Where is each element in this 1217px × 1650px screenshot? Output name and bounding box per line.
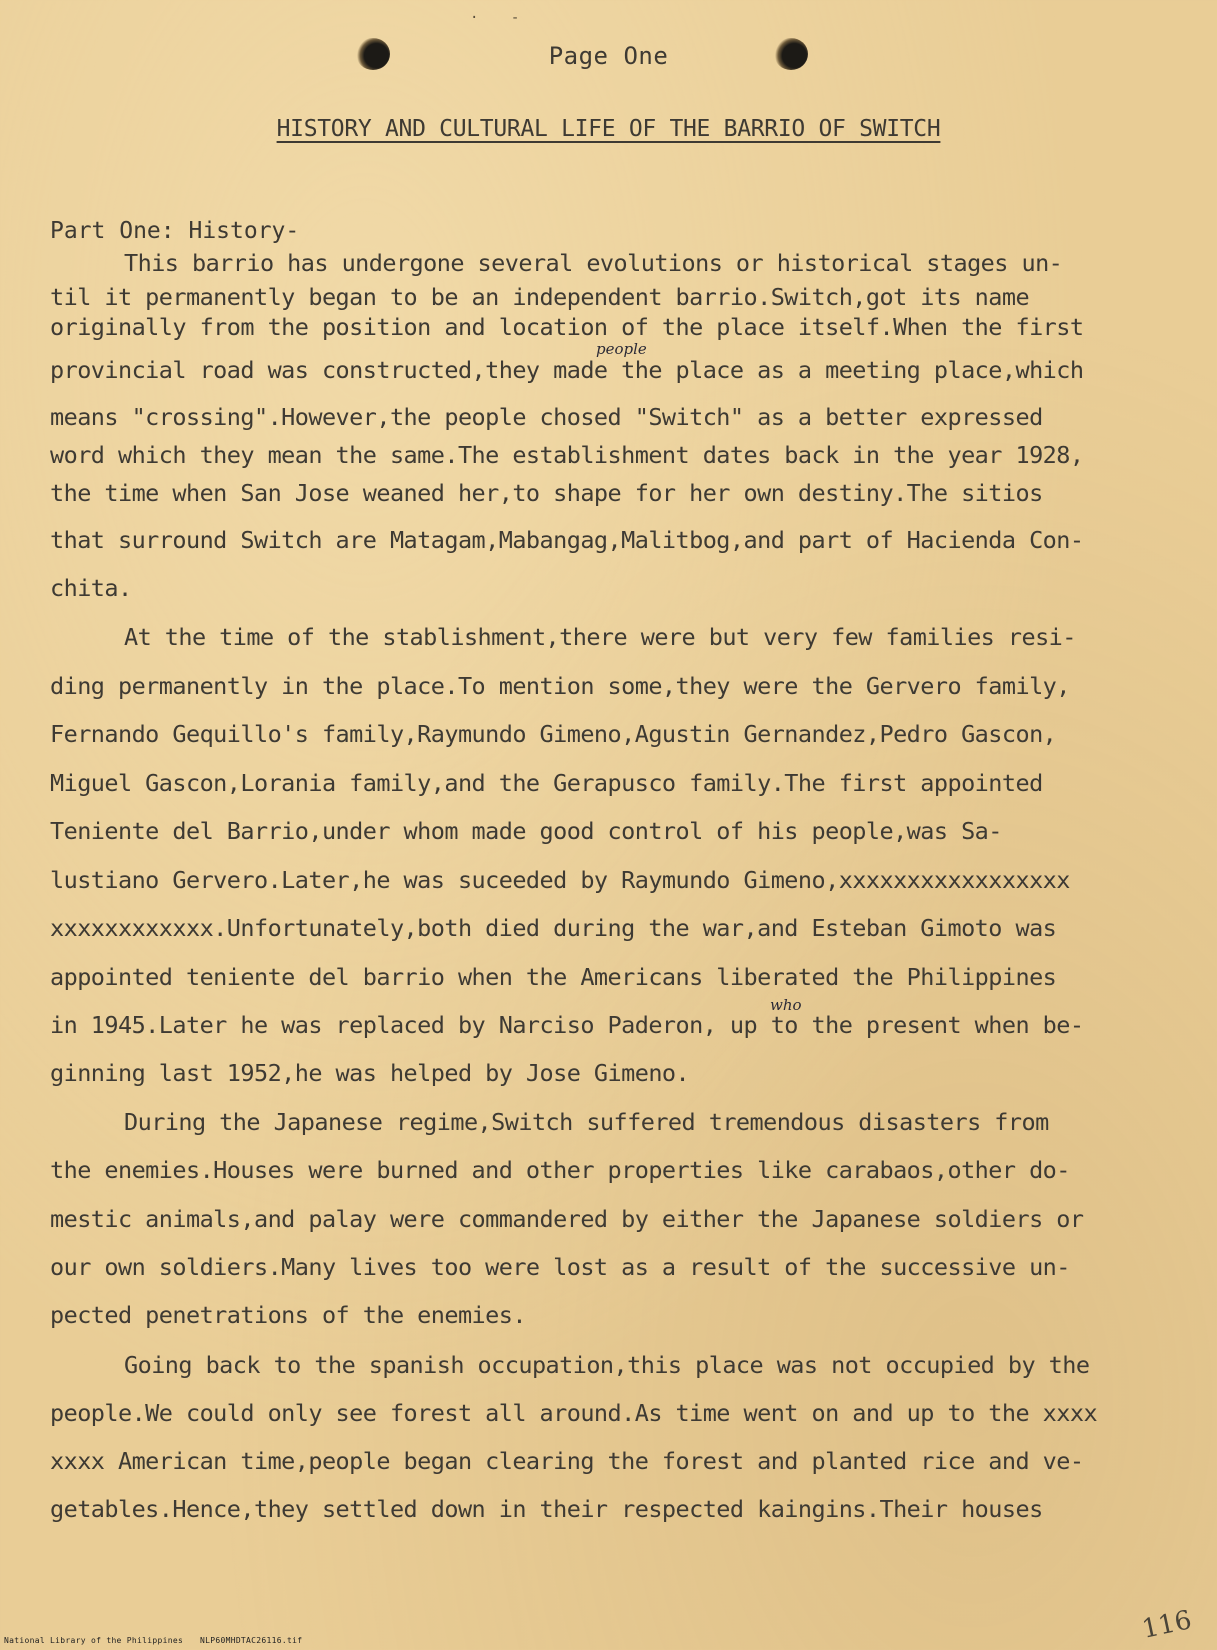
body-line: Fernando Gequillo's family,Raymundo Gimeno,Agustin Gernandez,Pedro Gascon,: [50, 720, 1057, 748]
body-line: in 1945.Later he was replaced by Narciso Paderon, up to the present when be-: [50, 1011, 1084, 1039]
body-line: appointed teniente del barrio when the Americans liberated the Philippines: [50, 963, 1057, 991]
body-line: chita.: [50, 574, 132, 602]
body-line: This barrio has undergone several evolutions or historical stages un-: [124, 249, 1063, 277]
page-label: Page One: [548, 42, 669, 70]
body-line: pected penetrations of the enemies.: [50, 1301, 526, 1329]
body-line: xxxxxxxxxxxx.Unfortunately,both died during the war,and Esteban Gimoto was: [50, 914, 1057, 942]
decorative-top-marks: · -: [470, 10, 532, 26]
body-line: Teniente del Barrio,under whom made good control of his people,was Sa-: [50, 817, 1002, 845]
footer-library-credit: National Library of the Philippines: [4, 1636, 184, 1645]
body-line: mestic animals,and palay were commandered by either the Japanese soldiers or: [50, 1205, 1084, 1233]
body-line: the enemies.Houses were burned and other properties like carabaos,other do-: [50, 1156, 1070, 1184]
body-line: provincial road was constructed,they made the place as a meeting place,which: [50, 356, 1084, 384]
body-line: lustiano Gervero.Later,he was suceeded by Raymundo Gimeno,xxxxxxxxxxxxxxxxx: [50, 866, 1070, 894]
body-line: means "crossing".However,the people chosed "Switch" as a better expressed: [50, 403, 1043, 431]
body-line: the time when San Jose weaned her,to shape for her own destiny.The sitios: [50, 479, 1043, 507]
body-line: At the time of the stablishment,there were but very few families resi-: [124, 623, 1076, 651]
body-line: people.We could only see forest all around.As time went on and up to the xxxx: [50, 1399, 1098, 1427]
body-line: word which they mean the same.The establishment dates back in the year 1928,: [50, 441, 1084, 469]
part-heading: Part One: History-: [50, 218, 300, 244]
body-line: Miguel Gascon,Lorania family,and the Gerapusco family.The first appointed: [50, 769, 1043, 797]
body-line: our own soldiers.Many lives too were lost as a result of the successive un-: [50, 1253, 1070, 1281]
body-line: During the Japanese regime,Switch suffered tremendous disasters from: [124, 1108, 1049, 1136]
body-line: xxxx American time,people began clearing the forest and planted rice and ve-: [50, 1447, 1084, 1475]
body-line: originally from the position and location of the place itself.When the first: [50, 313, 1084, 341]
handwritten-page-number: 116: [1139, 1605, 1195, 1645]
footer-file-name: NLP60MHDTAC26116.tif: [200, 1636, 303, 1645]
body-line: Going back to the spanish occupation,this place was not occupied by the: [124, 1351, 1090, 1379]
body-line: that surround Switch are Matagam,Mabangag,Malitbog,and part of Hacienda Con-: [50, 526, 1084, 554]
handwritten-annotation-people: people: [596, 340, 647, 358]
body-line: getables.Hence,they settled down in their respected kaingins.Their houses: [50, 1495, 1043, 1523]
document-title: HISTORY AND CULTURAL LIFE OF THE BARRIO OF SWITCH: [276, 116, 941, 142]
handwritten-annotation-who: who: [770, 996, 802, 1014]
body-line: ding permanently in the place.To mention some,they were the Gervero family,: [50, 672, 1070, 700]
body-line: ginning last 1952,he was helped by Jose Gimeno.: [50, 1059, 690, 1087]
body-line: til it permanently began to be an independent barrio.Switch,got its name: [50, 283, 1030, 311]
